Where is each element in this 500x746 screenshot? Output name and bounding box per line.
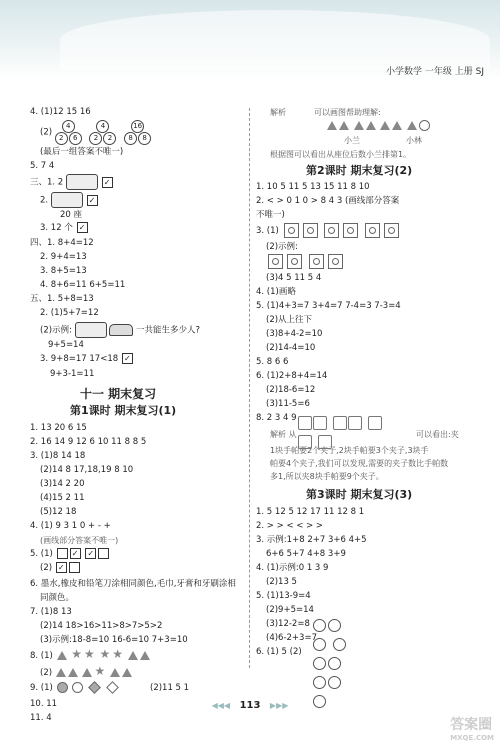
answer-line: 3. (1)8 14 18 — [30, 451, 86, 461]
answer-line — [30, 222, 89, 236]
answer-line: 4. (1)画略 — [256, 287, 296, 297]
number-trio — [55, 120, 81, 144]
header-wave — [60, 10, 490, 70]
answer-line: 同颜色。 — [40, 593, 75, 603]
star-icon: ★ — [84, 647, 95, 661]
answer-line — [30, 353, 134, 367]
check-box-icon: ✓ — [70, 548, 81, 559]
cloth-icon — [368, 416, 382, 430]
triangle-icon — [128, 651, 138, 660]
answer-line: 1. 13 20 6 15 — [30, 423, 87, 433]
bus-icon — [51, 192, 83, 208]
number-trio — [124, 120, 150, 144]
square-icon — [98, 548, 109, 559]
watermark — [450, 714, 494, 742]
explain-caption: 小兰 — [344, 136, 360, 145]
answer-line: (4)15 2 11 — [40, 493, 85, 503]
answer-line: 2. < > 0 1 0 > 8 4 3 (画线部分答案 — [256, 196, 400, 206]
circle-icon — [313, 676, 326, 689]
answer-line: (2)13 5 — [266, 577, 297, 587]
answer-line: 5. 8 6 6 — [256, 357, 289, 367]
answer-line — [30, 322, 200, 338]
answer-line: 7. (1)8 13 — [30, 607, 72, 617]
answer-text: 三、1. 2 — [30, 177, 64, 188]
trio-left: 2 — [89, 132, 102, 145]
answer-line: (2)9+5=14 — [266, 605, 314, 615]
answer-line: (2)从上往下 — [266, 315, 313, 325]
circle-grid — [312, 618, 356, 713]
triangle-row — [326, 120, 431, 134]
explain-caption: 小林 — [406, 136, 422, 145]
pattern-square-icon — [343, 223, 358, 238]
pattern-square-icon — [384, 223, 399, 238]
check-box-icon: ✓ — [85, 548, 96, 559]
trio-top: 4 — [62, 120, 75, 133]
watermark-text: 答案圈 — [450, 717, 493, 733]
explain-text: 根据图可以看出从座位后数小兰排第1。 — [270, 150, 412, 159]
answer-line — [256, 223, 401, 239]
circle-icon — [328, 676, 341, 689]
answer-line — [30, 648, 151, 664]
answer-note: (画线部分答案不唯一) — [40, 536, 119, 545]
cloth-icon — [298, 416, 312, 430]
answer-note: (最后一组答案不唯一) — [40, 147, 124, 157]
answer-line: 8. 2 3 4 9 — [256, 413, 297, 423]
answer-line: 五、1. 5+8=13 — [30, 294, 94, 304]
answer-line: 2. 16 14 9 12 6 10 11 8 8 5 — [30, 437, 147, 447]
answer-line: 6. 墨水,橡皮和铅笔刀涂相同颜色,毛巾,牙膏和牙刷涂相 — [30, 579, 236, 589]
triangle-icon — [392, 121, 402, 130]
explain-text: 可以看出:夹 — [416, 430, 459, 439]
answer-line: (3)示例:18-8=10 16-6=10 7+3=10 — [40, 635, 188, 645]
answer-line — [30, 120, 156, 144]
star-icon: ★ — [94, 664, 106, 678]
answer-line: 9+3-1=11 — [50, 369, 95, 379]
star-icon: ★ — [71, 647, 83, 661]
triangle-icon — [110, 668, 120, 677]
answer-line: 5. (1)4+3=7 3+4=7 7-4=3 7-3=4 — [256, 301, 401, 311]
check-box-icon: ✓ — [87, 195, 98, 206]
explain-text: 多1,所以夹8块手帕要9个夹子。 — [270, 472, 384, 481]
answer-label: (2) — [40, 127, 53, 138]
pattern-square-icon — [284, 223, 299, 238]
answer-text: 5. (1) — [30, 549, 53, 559]
answer-line: (3)12-2=8 — [266, 619, 310, 629]
diamond-icon — [106, 681, 119, 694]
answer-line: (3)14 2 20 — [40, 479, 85, 489]
circle-icon — [313, 657, 326, 670]
trio-top: 16 — [131, 120, 144, 133]
answer-line — [30, 548, 110, 562]
answer-line: (4)6-2+3=7 — [266, 633, 317, 643]
check-box-icon: ✓ — [56, 562, 67, 573]
trio-left: 2 — [55, 132, 68, 145]
bus-icon — [75, 322, 107, 338]
circle-icon — [313, 638, 326, 651]
trio-right: 6 — [69, 132, 82, 145]
bus-icon — [66, 174, 98, 190]
answer-text: 一共能生多少人? — [136, 325, 201, 336]
square-icon — [57, 548, 68, 559]
pattern-square-icon — [303, 223, 318, 238]
answer-text: (2)示例: — [40, 325, 72, 336]
answer-text: 3. 12 个 — [40, 223, 73, 233]
triangle-icon — [407, 121, 417, 130]
answer-text: (2) — [40, 563, 53, 573]
triangle-icon — [68, 668, 78, 677]
answer-line: 4. (1)示例:0 1 3 9 — [256, 563, 329, 573]
triangle-icon — [380, 121, 390, 130]
answer-line — [30, 682, 120, 696]
trio-right: 8 — [138, 132, 151, 145]
answer-line: 2. > > < < > > — [256, 521, 324, 531]
trio-top: 4 — [96, 120, 109, 133]
trio-left: 8 — [124, 132, 137, 145]
answer-line: 2. (1)5+7=12 — [40, 308, 99, 318]
circle-icon — [72, 682, 83, 693]
explain-label: 解析 — [270, 108, 286, 117]
square-icon — [69, 562, 80, 573]
hanger-illustration — [298, 415, 398, 437]
answer-line: 4. (1)12 15 16 — [30, 107, 91, 117]
answer-line: 5. 7 4 — [30, 161, 55, 171]
answer-caption: 20 座 — [60, 210, 83, 220]
answer-text: 8. (1) — [30, 651, 53, 661]
answer-text: 2. — [40, 195, 49, 206]
circle-icon — [328, 619, 341, 632]
explain-text: 1块手帕要2个夹子,2块手帕要3个夹子,3块手 — [270, 446, 429, 455]
answer-line: 2. 9+4=13 — [40, 252, 87, 262]
triangle-icon — [82, 668, 92, 677]
pattern-square-icon — [309, 254, 324, 269]
triangle-icon — [122, 668, 132, 677]
pattern-square-icon — [268, 254, 283, 269]
answer-line: (3)4 5 11 5 4 — [266, 273, 322, 283]
answer-line — [30, 192, 99, 208]
explain-label: 解析 从 — [270, 430, 297, 439]
answer-text: 3. 9+8=17 17<18 — [40, 354, 119, 364]
circle-icon — [419, 120, 430, 131]
answer-line: (5)12 18 — [40, 507, 77, 517]
answer-text: 3. (1) — [256, 226, 279, 236]
answer-line: 不唯一) — [256, 210, 285, 220]
lesson-title: 第3课时 期末复习(3) — [306, 488, 413, 501]
pattern-square-icon — [287, 254, 302, 269]
column-divider — [249, 108, 250, 668]
pattern-grid — [266, 254, 345, 270]
answer-line: (3)8+4-2=10 — [266, 329, 323, 339]
cloth-icon — [318, 435, 332, 449]
explain-text: 可以画图帮助理解: — [314, 108, 381, 117]
triangle-icon — [56, 668, 66, 677]
answer-text: 9. (1) — [30, 683, 53, 693]
answer-line: 5. (1)13-9=4 — [256, 591, 311, 601]
check-box-icon: ✓ — [102, 177, 113, 188]
answer-line: 3. 8+5=13 — [40, 266, 87, 276]
answer-line: (2)11 5 1 — [150, 683, 190, 693]
car-icon — [109, 324, 133, 336]
number-trio — [89, 120, 115, 144]
answer-line: 10. 11 — [30, 699, 58, 709]
triangle-icon — [366, 121, 376, 130]
cloth-icon — [298, 435, 312, 449]
diamond-icon — [88, 681, 101, 694]
triangle-icon — [57, 651, 67, 660]
star-icon: ★ — [99, 647, 111, 661]
answer-line: 6. (1) 5 (2) — [256, 647, 302, 657]
answer-line: (2)14-4=10 — [266, 343, 316, 353]
triangle-icon — [327, 121, 337, 130]
trio-right: 2 — [103, 132, 116, 145]
answer-line: 6. (1)2+8+4=14 — [256, 371, 328, 381]
answer-line: 3. 示例:1+8 2+7 3+6 4+5 — [256, 535, 367, 545]
next-arrows-icon: ▶▶▶ — [269, 701, 289, 710]
circle-icon — [333, 638, 346, 651]
pattern-square-icon — [324, 223, 339, 238]
answer-line: 4. 8+6=11 6+5=11 — [40, 280, 126, 290]
triangle-icon — [354, 121, 364, 130]
answer-line: (2)18-6=12 — [266, 385, 316, 395]
answer-line: 1. 10 5 11 5 13 15 11 8 10 — [256, 182, 370, 192]
cloth-icon — [313, 416, 327, 430]
circle-icon — [313, 619, 326, 632]
explain-text: 帕要4个夹子,我们可以发现,需要的夹子数比手帕数 — [270, 459, 449, 468]
answer-line: (2)示例: — [266, 242, 298, 252]
answer-line: 4. (1) 9 3 1 0 + - + — [30, 521, 111, 531]
pattern-square-icon — [365, 223, 380, 238]
lesson-title: 第2课时 期末复习(2) — [306, 164, 413, 177]
answer-line — [30, 562, 81, 576]
answer-line: 1. 5 12 5 12 17 11 12 8 1 — [256, 507, 365, 517]
circle-icon — [328, 657, 341, 670]
chapter-title: 十一 期末复习 — [80, 387, 157, 401]
lesson-title: 第1课时 期末复习(1) — [70, 404, 177, 417]
watermark-url: MXQE.COM — [450, 734, 494, 742]
answer-text: (2) — [40, 668, 53, 678]
page-footer — [0, 700, 500, 711]
answer-line: 11. 4 — [30, 713, 52, 723]
star-icon: ★ — [112, 647, 124, 661]
answer-line: 9+5=14 — [48, 340, 84, 350]
answer-line: 6+6 5+7 4+8 3+9 — [266, 549, 346, 559]
page-number: 113 — [239, 700, 261, 711]
circle-icon — [57, 682, 68, 693]
answer-line: 四、1. 8+4=12 — [30, 238, 94, 248]
answer-line: (3)11-5=6 — [266, 399, 310, 409]
prev-arrows-icon: ◀◀◀ — [211, 701, 231, 710]
answer-line: (2)14 8 17,18,19 8 10 — [40, 465, 134, 475]
cloth-icon — [333, 416, 347, 430]
triangle-icon — [140, 651, 150, 660]
answer-line — [30, 174, 114, 190]
answer-line: (2)14 18>16>11>8>7>5>2 — [40, 621, 163, 631]
cloth-icon — [348, 416, 362, 430]
answer-line — [30, 665, 133, 681]
pattern-square-icon — [328, 254, 343, 269]
book-info: 小学数学 一年级 上册 SJ — [386, 67, 484, 77]
triangle-icon — [339, 121, 349, 130]
check-box-icon: ✓ — [122, 353, 133, 364]
check-box-icon: ✓ — [77, 222, 88, 233]
